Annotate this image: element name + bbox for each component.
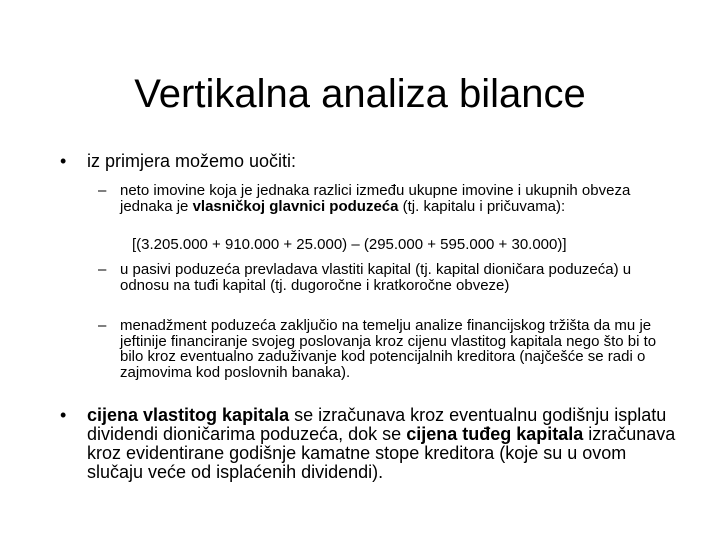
text-run: neto imovine koja je jednaka razlici između ukupne imovine i ukupnih obveza jednaka je <box>120 182 631 215</box>
bullet-marker: • <box>60 405 67 425</box>
sub-bullet-text: u pasivi poduzeća prevladava vlastiti kapital (tj. kapital dioničara poduzeća) u odnosu na tuđi kapital (tj. dugoročne i kratkoročne obveze) <box>120 261 632 294</box>
sub-bullet-item <box>98 262 658 293</box>
emphasis-text: vlasničkoj glavnici poduzeća <box>192 197 399 215</box>
sub-bullet-item <box>98 183 658 214</box>
bullet-text <box>60 406 680 482</box>
bullet-marker: • <box>60 151 67 171</box>
text-run: izračunava kroz evidentirane godišnje kamatne stope kreditora (koje su u ovom slučaju veće od isplaćenih dividendi). <box>87 424 676 482</box>
bullet-item <box>60 406 680 482</box>
text-run: (tj. kapitalu i pričuvama): <box>398 197 566 215</box>
dash-marker: – <box>98 261 107 278</box>
bullet-item <box>60 150 680 172</box>
text-run: se izračunava kroz eventualnu godišnju isplatu dividendi dioničarima poduzeća, dok se <box>87 405 667 444</box>
formula-text: [(3.205.000 + 910.000 + 25.000) – (295.000 + 595.000 + 30.000)] <box>132 236 567 253</box>
sub-bullet-item <box>98 318 658 380</box>
dash-marker: – <box>98 317 107 334</box>
sub-bullet-text: menadžment poduzeća zaključio na temelju analize financijskog tržišta da mu je jeftinije financiranje svojeg poslovanja kroz cijenu vlastitog kapitala nego što bi to bilo kroz eventualno zaduživanje kod potencijalnih kreditora (najčešće se radi o zajmovima kod poslovnih banaka). <box>120 317 657 381</box>
bullet-text: iz primjera možemo uočiti: <box>87 151 297 171</box>
sub-bullet-text <box>98 183 658 214</box>
emphasis-text: cijena tuđeg kapitala <box>406 424 584 444</box>
dash-marker: – <box>98 182 107 199</box>
slide-title: Vertikalna analiza bilance <box>134 72 586 116</box>
emphasis-text: cijena vlastitog kapitala <box>87 405 290 425</box>
